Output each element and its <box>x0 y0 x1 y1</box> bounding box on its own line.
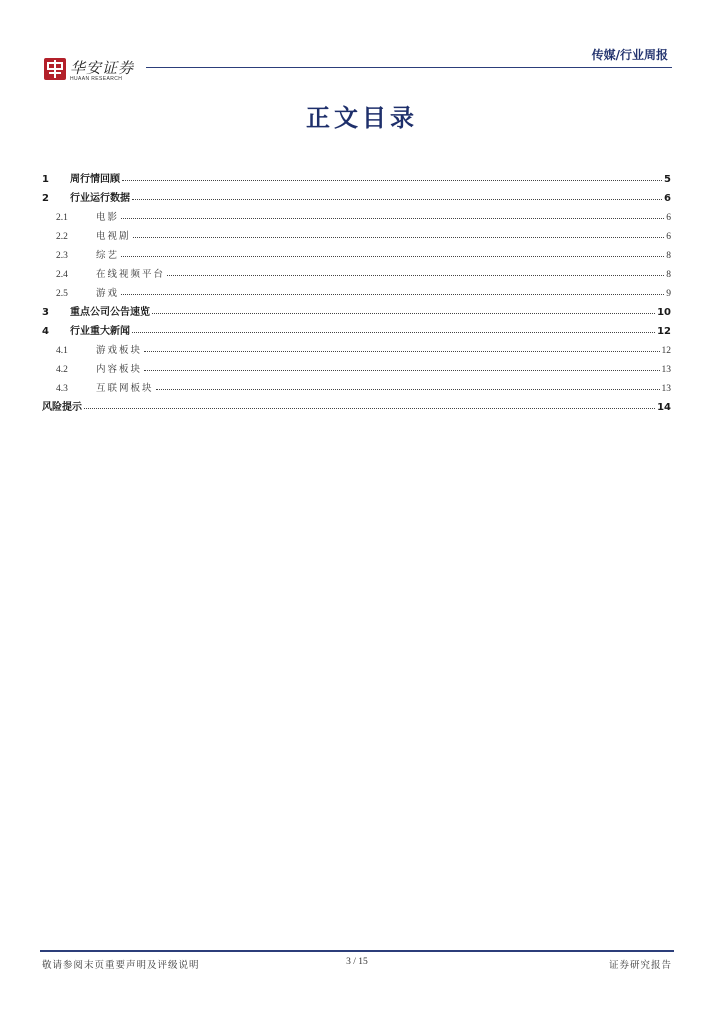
toc-number: 2 <box>42 193 49 204</box>
toc-leader-dots <box>167 275 664 276</box>
toc-leader-dots <box>122 180 662 181</box>
toc-page-number: 12 <box>657 326 671 337</box>
toc-page-number: 8 <box>666 270 671 280</box>
table-of-contents <box>42 166 671 413</box>
toc-subentry[interactable] <box>42 261 671 280</box>
page-title: 正文目录 <box>306 104 418 132</box>
toc-label: 电视剧 <box>96 231 131 242</box>
logo-subtitle: HUAAN RESEARCH <box>70 76 123 82</box>
toc-page-number: 12 <box>661 346 671 356</box>
toc-label: 综艺 <box>96 250 120 261</box>
toc-page-number: 14 <box>657 402 671 413</box>
document-type: 证券研究报告 <box>608 960 672 971</box>
toc-page-number: 10 <box>657 307 671 318</box>
toc-page-number: 13 <box>661 365 671 375</box>
toc-subentry[interactable] <box>42 356 671 375</box>
toc-subentry[interactable] <box>42 375 671 394</box>
report-category: 传媒/行业周报 <box>591 48 668 62</box>
toc-leader-dots <box>121 294 664 295</box>
page-number: 3 / 15 <box>346 957 368 967</box>
toc-page-number: 13 <box>661 384 671 394</box>
toc-leader-dots <box>144 370 659 371</box>
toc-entry[interactable] <box>42 185 671 204</box>
toc-label: 游戏板块 <box>96 345 143 356</box>
toc-label: 行业运行数据 <box>70 193 130 204</box>
toc-number: 4.3 <box>56 384 68 394</box>
toc-page-number: 6 <box>664 193 671 204</box>
toc-leader-dots <box>84 408 655 409</box>
toc-entry[interactable] <box>42 166 671 185</box>
toc-leader-dots <box>121 256 664 257</box>
toc-leader-dots <box>132 199 662 200</box>
logo-name: 华安证券 <box>70 59 135 77</box>
toc-number: 4 <box>42 326 49 337</box>
toc-leader-dots <box>156 389 660 390</box>
toc-page-number: 9 <box>666 289 671 299</box>
toc-label: 周行情回顾 <box>70 174 120 185</box>
toc-subentry[interactable] <box>42 337 671 356</box>
toc-number: 2.4 <box>56 270 68 280</box>
huaan-logo-icon <box>44 58 66 80</box>
toc-page-number: 6 <box>666 232 671 242</box>
toc-entry[interactable] <box>42 394 671 413</box>
toc-number: 2.5 <box>56 289 68 299</box>
toc-page-number: 5 <box>664 174 671 185</box>
toc-label: 电影 <box>96 212 120 223</box>
toc-leader-dots <box>121 218 664 219</box>
page-header <box>40 42 672 82</box>
toc-number: 4.1 <box>56 346 68 356</box>
toc-number: 1 <box>42 174 49 185</box>
toc-subentry[interactable] <box>42 280 671 299</box>
toc-subentry[interactable] <box>42 204 671 223</box>
toc-entry[interactable] <box>42 318 671 337</box>
toc-label: 重点公司公告速览 <box>70 307 150 318</box>
disclaimer-note: 敬请参阅末页重要声明及评级说明 <box>42 960 200 971</box>
toc-leader-dots <box>132 332 655 333</box>
footer-divider <box>40 950 674 952</box>
toc-label: 游戏 <box>96 288 120 299</box>
toc-number: 4.2 <box>56 365 68 375</box>
toc-number: 2.2 <box>56 232 68 242</box>
toc-leader-dots <box>152 313 655 314</box>
toc-subentry[interactable] <box>42 223 671 242</box>
toc-entry[interactable] <box>42 299 671 318</box>
header-divider <box>146 67 672 68</box>
toc-page-number: 6 <box>666 213 671 223</box>
toc-number: 2.1 <box>56 213 68 223</box>
toc-subentry[interactable] <box>42 242 671 261</box>
toc-label: 互联网板块 <box>96 383 154 394</box>
toc-label: 行业重大新闻 <box>70 326 130 337</box>
toc-leader-dots <box>144 351 659 352</box>
toc-number: 3 <box>42 307 49 318</box>
toc-label: 在线视频平台 <box>96 269 166 280</box>
toc-number: 2.3 <box>56 251 68 261</box>
toc-label: 内容板块 <box>96 364 143 375</box>
toc-page-number: 8 <box>666 251 671 261</box>
toc-label: 风险提示 <box>42 402 82 413</box>
toc-leader-dots <box>133 237 665 238</box>
